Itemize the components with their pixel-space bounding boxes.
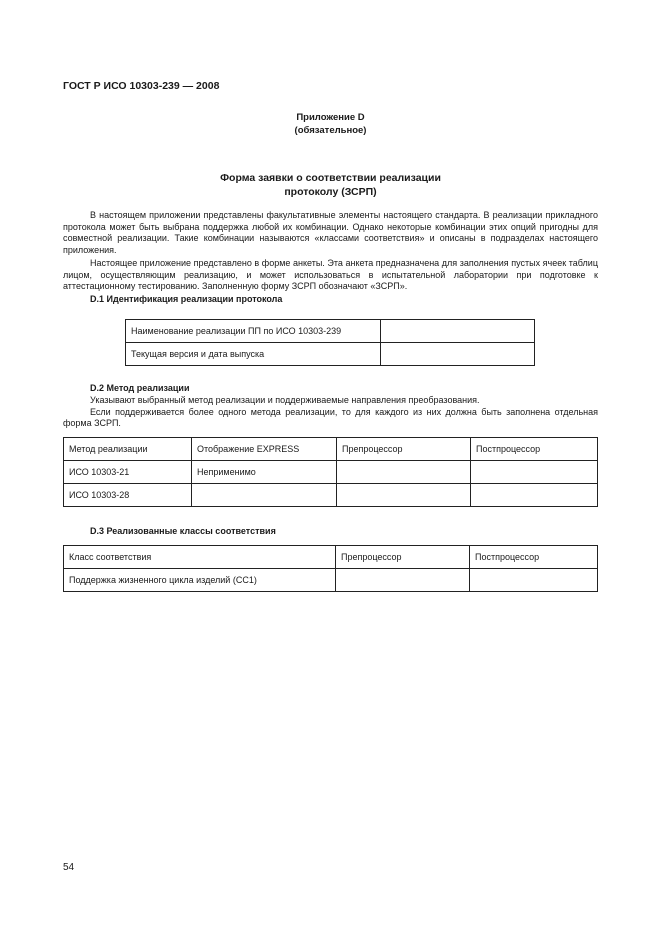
page-number: 54 <box>63 862 75 873</box>
table-cell: Неприменимо <box>192 461 337 484</box>
intro-paragraph-2: Настоящее приложение представлено в форме анкеты. Эта анкета предназначена для заполнения пустых ячеек таблиц лицом, осуществляющим реализацию, и может использоваться в испытательной лаборатории при подготовке к аттестационному тестированию. Заполненную форму ЗСРП обозначают «ЗСРП». <box>63 258 598 292</box>
table-cell-input[interactable] <box>471 461 598 484</box>
section-d2-title: D.2 Метод реализации <box>90 383 190 393</box>
implementation-method-table <box>63 437 598 507</box>
table-cell-input[interactable] <box>337 484 471 507</box>
protocol-identification-table <box>125 319 535 366</box>
column-header: Препроцессор <box>336 546 470 569</box>
table-row <box>64 484 598 507</box>
table-cell-input[interactable] <box>336 569 470 592</box>
section-d2-paragraph <box>63 395 598 430</box>
table-cell: ИСО 10303-21 <box>64 461 192 484</box>
column-header: Постпроцессор <box>471 438 598 461</box>
document-header: ГОСТ Р ИСО 10303-239 — 2008 <box>63 80 220 92</box>
table-cell-input[interactable] <box>381 343 535 366</box>
table-cell: Наименование реализации ПП по ИСО 10303-239 <box>126 320 381 343</box>
table-cell-input[interactable] <box>337 461 471 484</box>
intro-paragraph-1: В настоящем приложении представлены факультативные элементы настоящего стандарта. В реализации прикладного протокола может быть выбрана поддержка любой их комбинации. Однако некоторые комбинации этих опций пригодны для совместной реализации. Такие комбинации называются «классами соответствия» и описаны в подразделах настоящего приложения. <box>63 210 598 255</box>
table-row <box>126 343 535 366</box>
section-d1-title: D.1 Идентификация реализации протокола <box>90 294 283 304</box>
table-header-row <box>64 546 598 569</box>
column-header: Метод реализации <box>64 438 192 461</box>
table-row <box>126 320 535 343</box>
title-line-1: Форма заявки о соответствии реализации <box>220 172 441 184</box>
conformance-classes-table <box>63 545 598 592</box>
table-cell: Текущая версия и дата выпуска <box>126 343 381 366</box>
section-d3-title: D.3 Реализованные классы соответствия <box>90 526 276 536</box>
section-d2-text-1: Указывают выбранный метод реализации и поддерживаемые направления преобразования. <box>90 395 480 405</box>
column-header: Отображение EXPRESS <box>192 438 337 461</box>
table-cell-input[interactable] <box>192 484 337 507</box>
table-cell: ИСО 10303-28 <box>64 484 192 507</box>
table-cell: Поддержка жизненного цикла изделий (CC1) <box>64 569 336 592</box>
table-cell-input[interactable] <box>471 484 598 507</box>
section-d2-text-2: Если поддерживается более одного метода реализации, то для каждого из них должна быть заполнена отдельная форма ЗСРП. <box>63 406 598 429</box>
table-header-row <box>64 438 598 461</box>
appendix-label: Приложение D <box>296 112 365 123</box>
title-line-2: протоколу (ЗСРП) <box>284 186 377 198</box>
table-cell-input[interactable] <box>470 569 598 592</box>
column-header: Постпроцессор <box>470 546 598 569</box>
column-header: Препроцессор <box>337 438 471 461</box>
table-row <box>64 461 598 484</box>
table-row <box>64 569 598 592</box>
column-header: Класс соответствия <box>64 546 336 569</box>
table-cell-input[interactable] <box>381 320 535 343</box>
appendix-status: (обязательное) <box>294 125 367 136</box>
